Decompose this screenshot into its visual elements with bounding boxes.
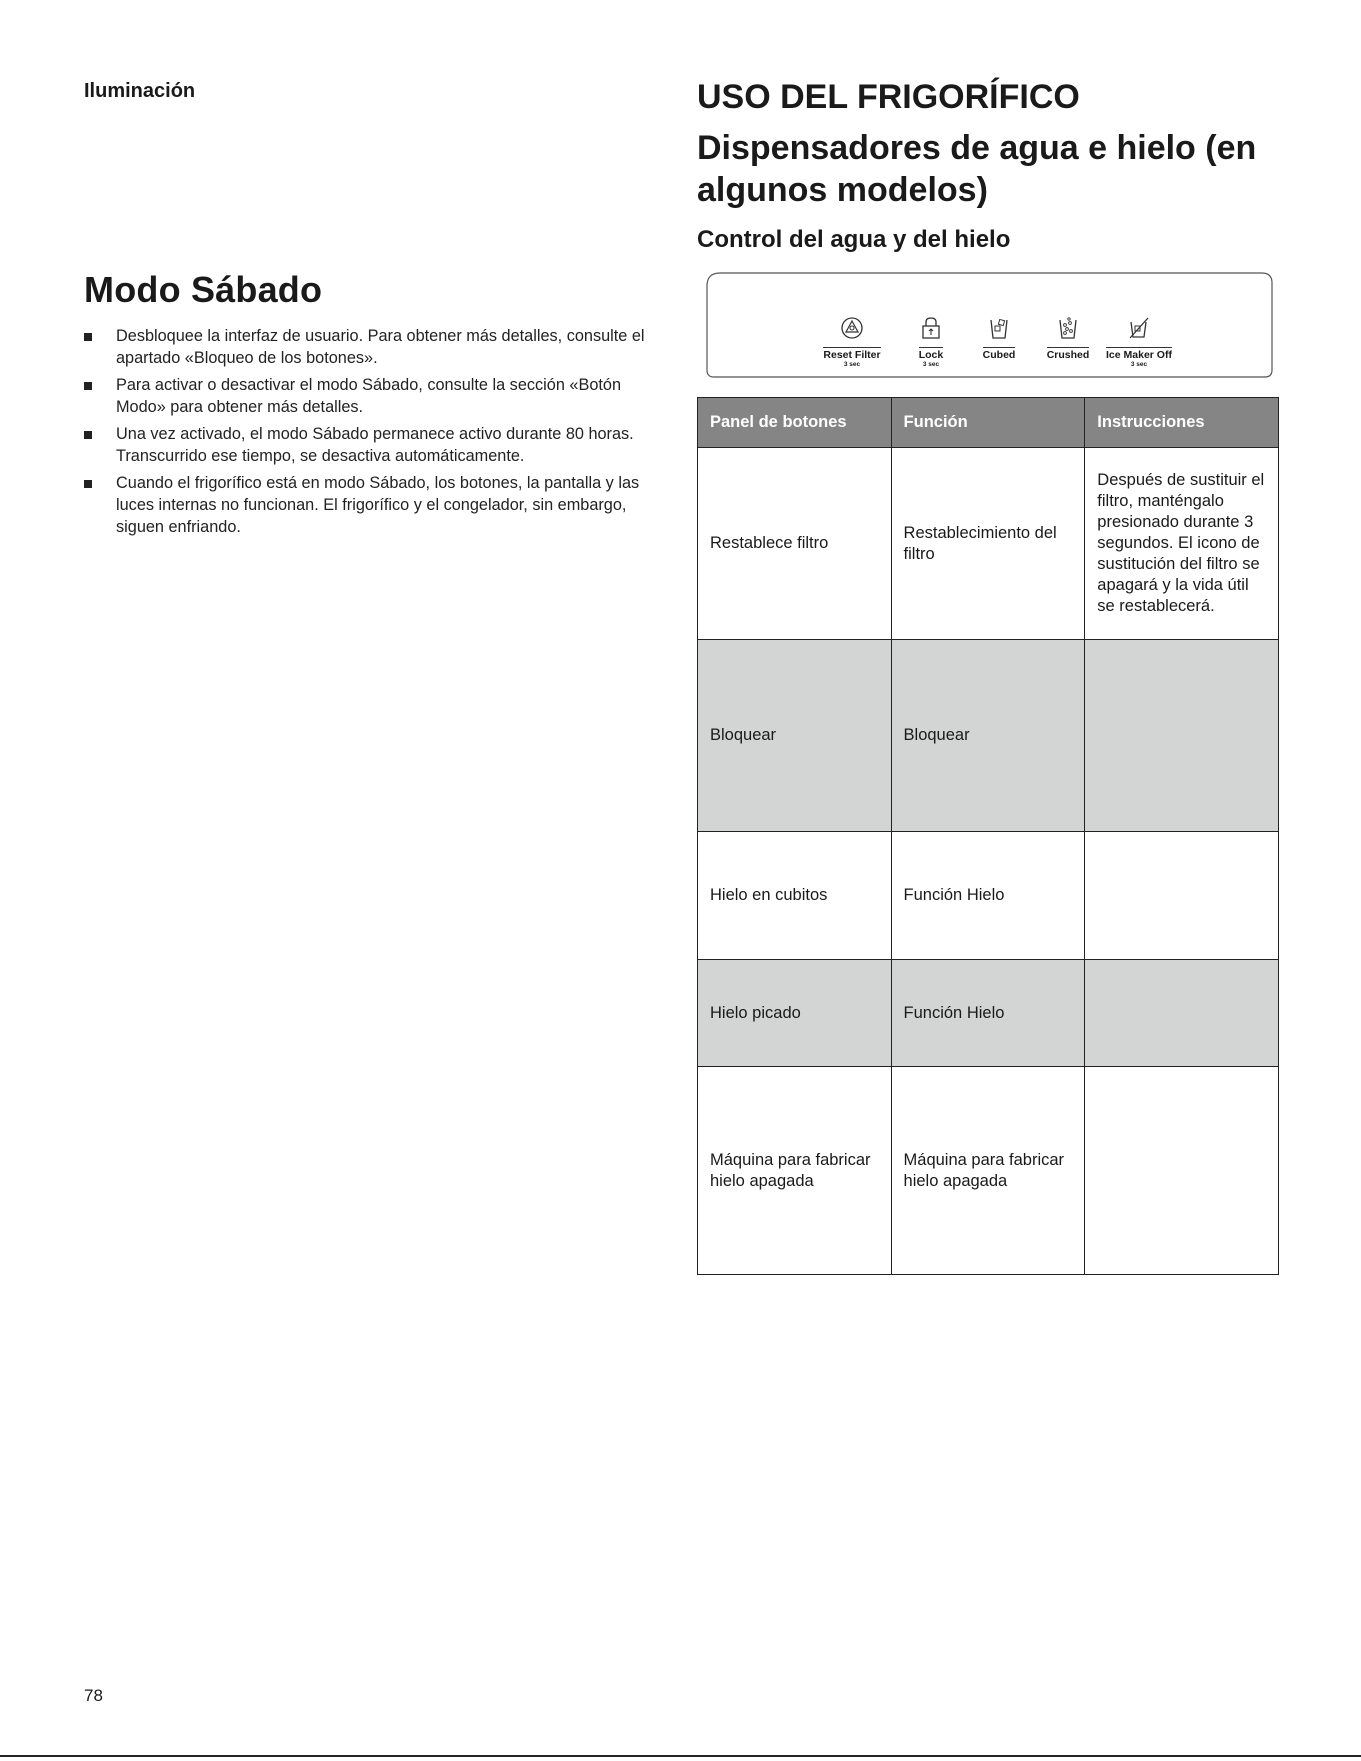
table-cell: Bloquear — [891, 640, 1085, 832]
table-cell: Función Hielo — [891, 832, 1085, 960]
table-header-instrucciones: Instrucciones — [1085, 398, 1279, 448]
table-cell: Función Hielo — [891, 960, 1085, 1067]
list-item: Cuando el frigorífico está en modo Sábado, los botones, la pantalla y las luces internas no funcionan. El frigorífico y el congelador, sin embargo, siguen enfriando. — [84, 472, 674, 538]
list-item: Desbloquee la interfaz de usuario. Para obtener más detalles, consulte el apartado «Bloqueo de los botones». — [84, 325, 674, 369]
table-cell: Restablece filtro — [698, 448, 892, 640]
table-header-row — [698, 398, 1279, 448]
reset-filter-button — [812, 316, 892, 371]
lock-icon — [920, 316, 942, 340]
table-row — [698, 832, 1279, 960]
table-row — [698, 960, 1279, 1067]
table-cell — [1085, 640, 1279, 832]
table-cell: Después de sustituir el filtro, manténgalo presionado durante 3 segundos. El icono de sustitución del filtro se apagará y la vida útil se restablecerá. — [1085, 448, 1279, 640]
page-title: USO DEL FRIGORÍFICO — [697, 78, 1080, 116]
button-label: Lock 3 sec — [918, 349, 944, 368]
table-cell — [1085, 832, 1279, 960]
ice-maker-off-button — [1099, 316, 1179, 371]
table-cell: Hielo en cubitos — [698, 832, 892, 960]
table-cell: Hielo picado — [698, 960, 892, 1067]
table-cell: Restablecimiento del filtro — [891, 448, 1085, 640]
crushed-button — [1028, 316, 1108, 363]
table-header-funcion: Función — [891, 398, 1085, 448]
table-cell — [1085, 1067, 1279, 1275]
list-item: Una vez activado, el modo Sábado permanece activo durante 80 horas. Transcurrido ese tiempo, se desactiva automáticamente. — [84, 423, 674, 467]
table-cell: Máquina para fabricar hielo apagada — [891, 1067, 1085, 1275]
table-header-panel: Panel de botones — [698, 398, 892, 448]
ice-maker-off-icon — [1127, 316, 1151, 340]
crushed-ice-icon — [1057, 316, 1079, 340]
page-subtitle: Dispensadores de agua e hielo (en algunos modelos) — [697, 129, 1257, 209]
table-row — [698, 1067, 1279, 1275]
section-heading-control: Control del agua y del hielo — [697, 226, 1011, 253]
table-row — [698, 640, 1279, 832]
cubed-ice-icon — [988, 316, 1010, 340]
button-function-table — [697, 397, 1279, 1275]
table-cell — [1085, 960, 1279, 1067]
modo-sabado-list — [84, 325, 674, 543]
cubed-button — [959, 316, 1039, 363]
section-heading-iluminacion: Iluminación — [84, 80, 196, 102]
table-cell: Máquina para fabricar hielo apagada — [698, 1067, 892, 1275]
table-cell: Bloquear — [698, 640, 892, 832]
button-label: Cubed — [982, 349, 1016, 361]
list-item: Para activar o desactivar el modo Sábado, consulte la sección «Botón Modo» para obtener más detalles. — [84, 374, 674, 418]
button-label: Crushed — [1046, 349, 1090, 361]
control-panel-illustration — [706, 272, 1273, 378]
button-label: Reset Filter 3 sec — [823, 349, 881, 368]
button-sublabel: 3 sec — [843, 361, 861, 368]
button-sublabel: 3 sec — [1130, 361, 1148, 368]
section-heading-modo-sabado: Modo Sábado — [84, 269, 323, 310]
bottom-divider — [0, 1755, 1361, 1757]
page-number: 78 — [84, 1686, 103, 1705]
button-sublabel: 3 sec — [922, 361, 940, 368]
button-label: Ice Maker Off 3 sec — [1106, 349, 1172, 368]
reset-filter-icon — [840, 316, 864, 340]
table-row — [698, 448, 1279, 640]
